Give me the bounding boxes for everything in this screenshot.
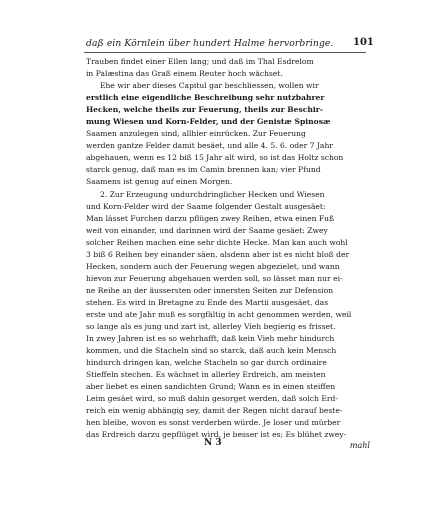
text-line: Hecken, welche theils zur Feuerung, theils zur Beschir-	[86, 105, 323, 115]
text-line: mung Wiesen und Korn-Felder, und der Genistæ Spinosæ	[86, 117, 331, 127]
text-line: In zwey Jahren ist es so wehrhafft, daß kein Vieh mehr hindurch	[86, 334, 335, 344]
running-title: daß ein Körnlein über hundert Halme hervorbringe.	[86, 38, 334, 49]
text-line: stehen. Es wird in Bretagne zu Ende des Martii ausgesäet, das	[86, 297, 329, 307]
text-line: weit von einander, und darinnen wird der Saame gesäet: Zwey	[86, 225, 328, 235]
text-line: und Korn-Felder wird der Saame folgender Gestalt ausgesäet:	[86, 201, 326, 211]
catchword: mahl	[349, 441, 370, 450]
text-line: kommen, und die Stacheln sind so starck, daß auch kein Mensch	[86, 346, 337, 356]
text-line: werden gantze Felder damit besäet, und alle 4. 5. 6. oder 7 Jahr	[86, 141, 333, 151]
text-line: Hecken, sondern auch der Feuerung wegen abgezielet, und wann	[86, 261, 340, 271]
text-line: aber liebet es einen sandichten Grund; Wann es in einen steiffen	[86, 382, 336, 392]
text-line: reich ein wenig abhängig sey, damit der Regen nicht darauf beste-	[86, 406, 343, 416]
paragraph-start-line: 2. Zur Erzeugung undurchdringlicher Hecken und Wiesen	[100, 189, 325, 199]
header-rule	[84, 52, 366, 53]
text-line: Stieffeln stechen. Es wächset in allerley Erdreich, am meisten	[86, 370, 326, 380]
text-line: Man lässet Furchen darzu pflügen zwey Reihen, etwa einen Fuß	[86, 213, 335, 223]
text-line: Leim gesäet wird, so muß dahin gesorget werden, daß solch Erd-	[86, 394, 338, 404]
text-line: so lange als es jung und zart ist, allerley Vieh begierig es frisset.	[86, 322, 336, 332]
page-number: 101	[353, 37, 374, 48]
page-footer	[86, 438, 372, 452]
text-line: 3 biß 6 Reihen bey einander säen, alsdenn aber ist es nicht bloß der	[86, 249, 350, 259]
paragraph-start-line: Ehe wir aber dieses Capitul gar beschliessen, wollen wir	[100, 81, 319, 91]
text-line: erste und ate Jahr muß es sorgfältig in acht genommen werden, weil	[86, 309, 352, 319]
text-line: abgehauen, wenn es 12 biß 15 Jahr alt wird, so ist das Holtz schon	[86, 153, 344, 163]
text-line: hindurch dringen kan, welche Stacheln so gar durch ordinaire	[86, 358, 327, 368]
text-line: erstlich eine eigendliche Beschreibung sehr nutzbahrer	[86, 93, 325, 103]
text-line: Saamen anzulegen sind, allhier einrücken. Zur Feuerung	[86, 129, 306, 139]
body-text	[86, 56, 372, 442]
text-line: Trauben findet einer Ellen lang; und daß im Thal Esdrelom	[86, 57, 314, 66]
text-line: in Palæstina das Graß einem Reuter hoch wächset.	[86, 69, 283, 79]
text-line: solcher Reihen machen eine sehr dichte Hecke. Man kan auch wohl	[86, 237, 348, 247]
text-line: hievon zur Feuerung abgehauen werden soll, so lässet man nur ei-	[86, 273, 343, 283]
text-line: Saamens ist genug auf einen Morgen.	[86, 177, 233, 187]
signature-mark: N 3	[204, 438, 222, 448]
text-line: starck genug, daß man es im Camin brennen kan; vier Pfund	[86, 165, 321, 175]
text-line: ne Reihe an der äussersten oder innersten Seiten zur Defension	[86, 285, 334, 295]
text-line: hen bleibe, wovon es sonst verderben würde. Je loser und mürber	[86, 418, 341, 428]
text-line: das Erdreich darzu gepflüget wird, je besser ist es; Es blühet zwey-	[86, 430, 347, 440]
